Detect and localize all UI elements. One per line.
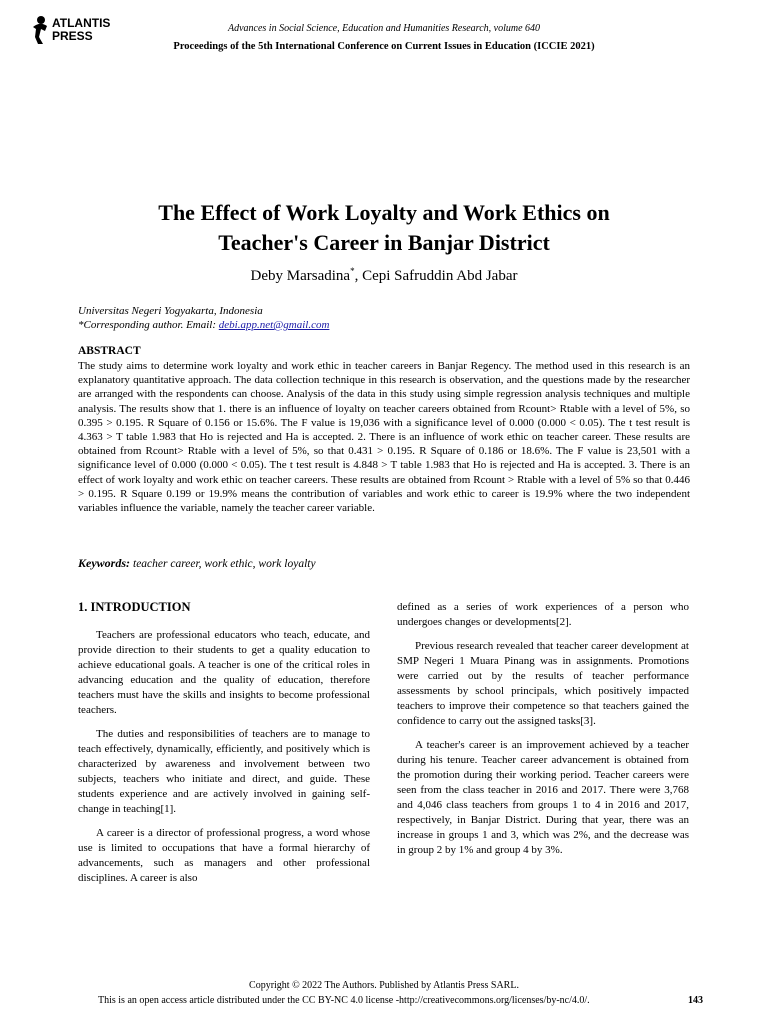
page-number: 143 <box>688 995 703 1006</box>
proceedings-name: Proceedings of the 5th International Conference on Current Issues in Education (ICCIE 2021) <box>173 41 595 52</box>
affiliation-block <box>78 304 329 332</box>
corresponding-author <box>78 318 329 332</box>
paragraph: A teacher's career is an improvement achieved by a teacher during his tenure. Teacher career advancement is obtained from the promotion during their working period. Teacher careers were seen from the class teacher in 2016 and 2017. There were 3,768 and 4,046 class teachers from groups 1 to 4 in 2016 and 2017, respectively, in Banjar District. During that year, there was an increase in groups 1 and 3, which was 2%, and the decrease was in group 2 by 1% and group 4 by 3%. <box>397 739 689 856</box>
keywords <box>78 556 316 571</box>
paper-title <box>80 198 688 258</box>
abstract-heading: ABSTRACT <box>78 345 141 357</box>
email-link[interactable]: debi.app.net@gmail.com <box>218 319 330 331</box>
title-line-2: Teacher's Career in Banjar District <box>218 230 550 255</box>
authors <box>0 266 768 285</box>
logo-text-line1: ATLANTIS <box>52 16 111 30</box>
abstract-text: The study aims to determine work loyalty and work ethic in teacher careers in Banjar Regency. The method used in this research is an explanatory quantitative approach. The data collection technique in this research is observation, and the questions made by the researcher are arranged with the respondents can choose. Analysis of the data in this study using simple regression analysis techniques and multiple analysis. The results show that 1. there is an influence of loyalty on teacher careers obtained from Rcount> Rtable with a level of 5%, so 0.395 > 0.195. R Square of 0.156 or 15.6%. The F value is 19,036 with a significance level of 0.000 (0.000 < 0.05). The t test result is 4.363 > T table 1.983 that Ho is rejected and Ha is accepted. 2. There is an influence of work ethic on teacher career. These results are obtained from Rcount> Rtable with a level of 5%, so that 0.431 > 0.195. R Square of 0.186 or 18.6%. The F value is 23,501 with a significance level of 0.000 (0.000 < 0.05). The t test result is 4.848 > T table 1.983 that Ho is rejected and Ha is accepted. 3. There is an effect of work loyalty and work ethic on teacher careers. These results are obtained from Rcount > Rtable with a level of 5% so that 0.446 > 0.195. R Square 0.199 or 19.9% means the contribution of variables and work ethic to career is 19.9% where the two independent variables influence the variable, namely the teacher career variable. <box>78 360 690 515</box>
left-column <box>78 628 370 895</box>
paragraph: Previous research revealed that teacher career development at SMP Negeri 1 Muara Pinang was in assignments. Promotions were carried out by the results of teacher performance assessments by school principals, which positively impacted teachers to improve their competence so that teachers gained the confidence to carry out the assigned tasks[3]. <box>397 640 689 727</box>
paragraph: Teachers are professional educators who teach, educate, and provide direction to their students to get a quality education to achieve educational goals. A teacher is one of the critical roles in advancing education and the quality of education, therefore teachers must have the skills and insights to become professional teachers. <box>78 629 370 716</box>
section-heading: 1. INTRODUCTION <box>78 600 191 614</box>
paragraph: A career is a director of professional progress, a word whose use is limited to occupations that have a formal hierarchy of advancements, such as managers and other professional disciplines. A career is also <box>78 827 370 884</box>
logo-text-line2: PRESS <box>52 29 93 43</box>
license-notice: This is an open access article distributed under the CC BY-NC 4.0 license -http://creativecommons.org/licenses/by-nc/4.0/. <box>98 995 590 1006</box>
journal-name: Advances in Social Science, Education and Humanities Research, volume 640 <box>227 23 541 34</box>
author-name: , Cepi Safruddin Abd Jabar <box>354 268 518 284</box>
corresponding-mark: * <box>350 266 355 276</box>
keywords-values: teacher career, work ethic, work loyalty <box>133 558 316 570</box>
paragraph: defined as a series of work experiences of a person who undergoes changes or developments[2]. <box>397 601 689 628</box>
title-line-1: The Effect of Work Loyalty and Work Ethics on <box>158 200 610 225</box>
author-name: Deby Marsadina <box>250 268 351 284</box>
copyright: Copyright © 2022 The Authors. Published by Atlantis Press SARL. <box>249 980 519 991</box>
corresponding-label: *Corresponding author. Email: <box>78 319 219 331</box>
keywords-label: Keywords: <box>78 556 130 570</box>
right-column <box>397 600 689 867</box>
paragraph: The duties and responsibilities of teachers are to manage to teach effectively, dynamically, efficiently, and positively which is characterized by awareness and involvement between two subjects, teachers who initiate and direct, and guide. These students experience and are actively involved in gaining self-change in teaching[1]. <box>78 728 370 815</box>
affiliation: Universitas Negeri Yogyakarta, Indonesia <box>78 305 263 317</box>
